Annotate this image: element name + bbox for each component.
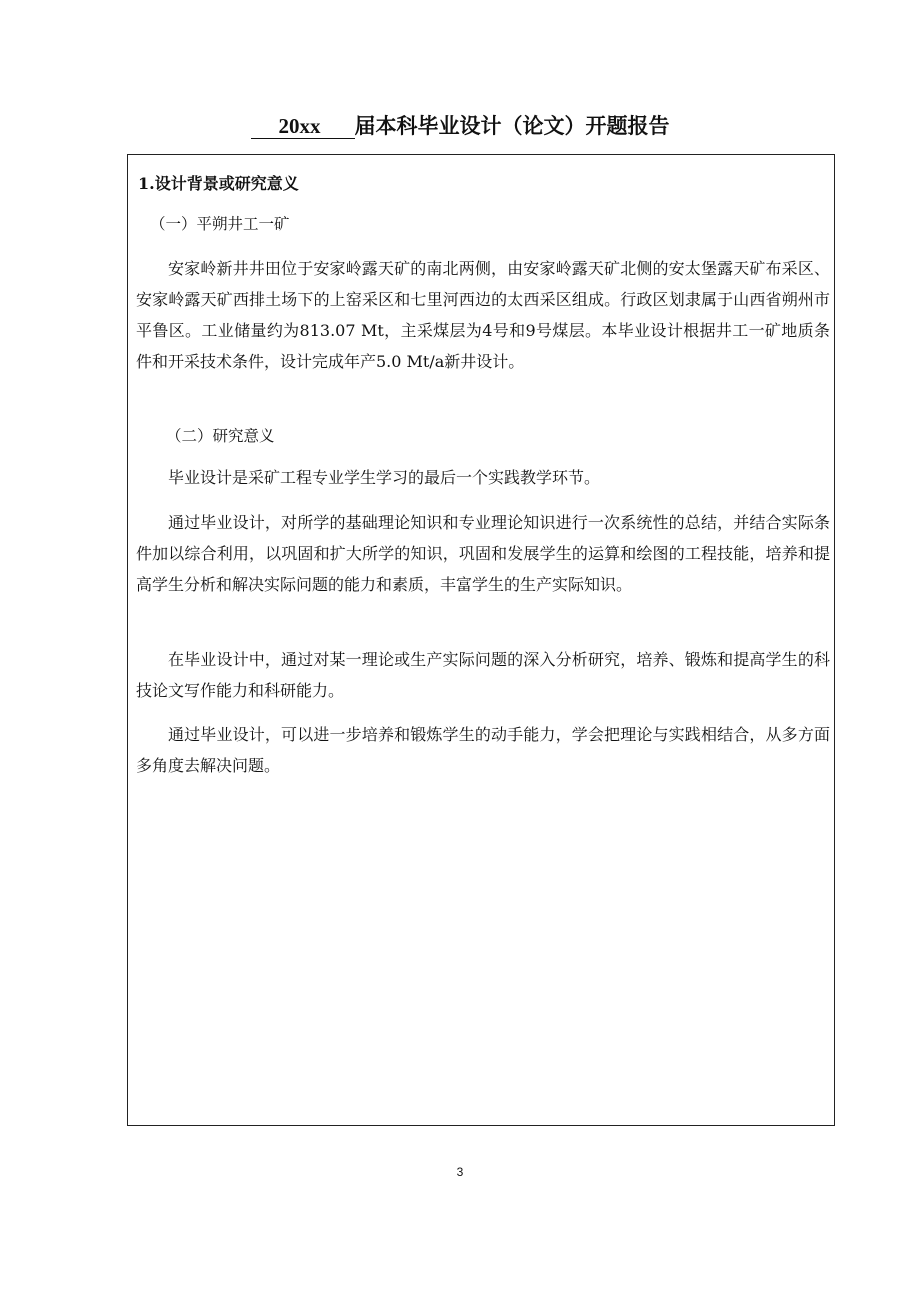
paragraph-significance-3: 在毕业设计中，通过对某一理论或生产实际问题的深入分析研究，培养、锻炼和提高学生的科技论文写作能力和科研能力。 [136, 650, 830, 700]
subheading-significance: （二）研究意义 [166, 427, 275, 445]
section-heading: 1.设计背景或研究意义 [138, 174, 299, 193]
document-title [0, 112, 920, 140]
paragraph-significance-1: 毕业设计是采矿工程专业学生学习的最后一个实践教学环节。 [168, 468, 601, 487]
paragraph-significance-4: 通过毕业设计，可以进一步培养和锻炼学生的动手能力，学会把理论与实践相结合，从多方面多角度去解决问题。 [136, 725, 830, 775]
year-blank: 20xx [251, 114, 355, 139]
paragraph-mine-description: 安家岭新井井田位于安家岭露天矿的南北两侧，由安家岭露天矿北侧的安太堡露天矿布采区、安家岭露天矿西排土场下的上窑采区和七里河西边的太西采区组成。行政区划隶属于山西省朔州市平鲁区。工业储量约为813.07 Mt，主采煤层为4号和9号煤层。本毕业设计根据井工一矿地质条件和开采技术条件，设计完成年产5.0 Mt/a新井设计。 [136, 259, 830, 371]
content-box [127, 154, 835, 1126]
subheading-mine: （一）平朔井工一矿 [150, 215, 290, 233]
title-text: 届本科毕业设计（论文）开题报告 [354, 113, 670, 138]
paragraph-significance-2: 通过毕业设计，对所学的基础理论知识和专业理论知识进行一次系统性的总结，并结合实际条件加以综合利用，以巩固和扩大所学的知识，巩固和发展学生的运算和绘图的工程技能，培养和提高学生分析和解决实际问题的能力和素质，丰富学生的生产实际知识。 [136, 513, 830, 594]
page-number: 3 [456, 1165, 464, 1179]
